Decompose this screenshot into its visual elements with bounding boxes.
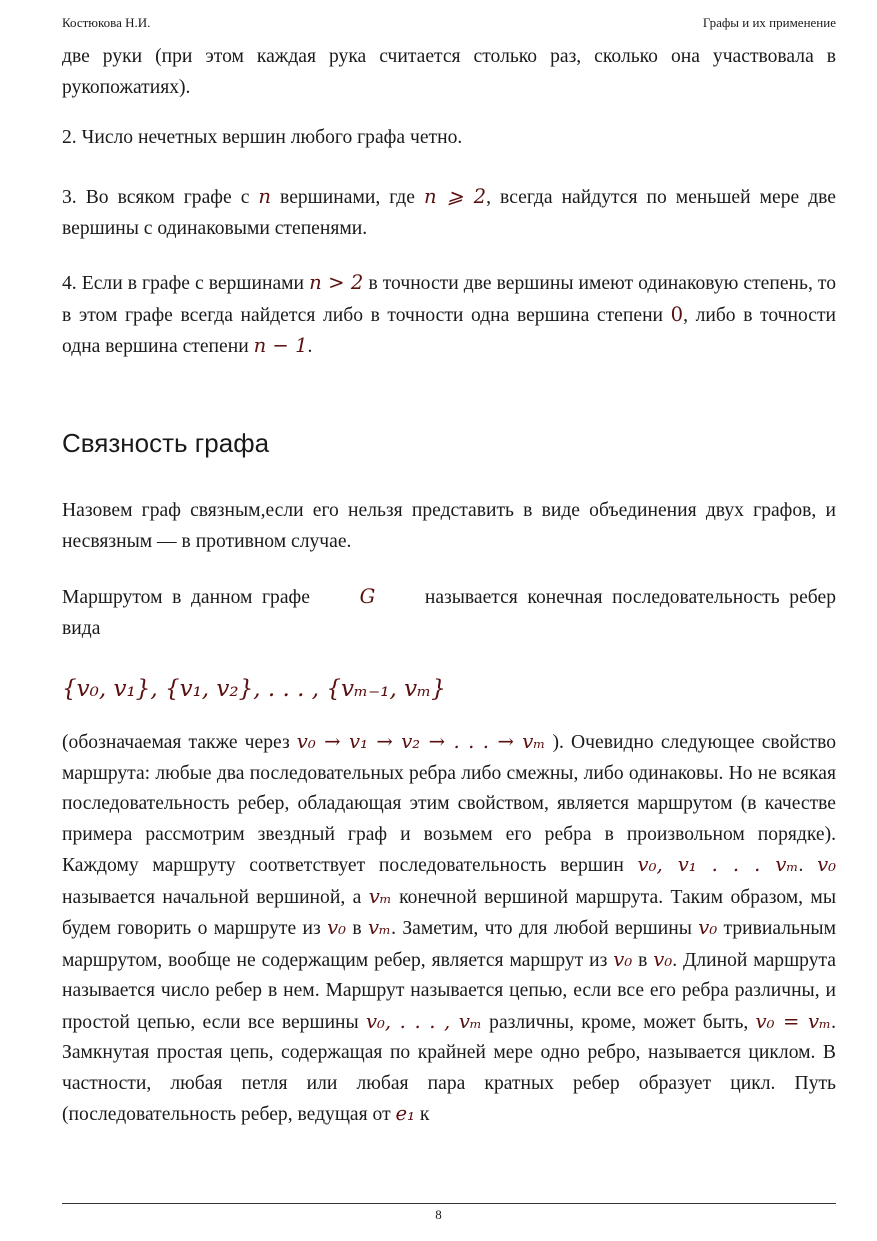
item-4: 4. Если в графе с вершинами n > 2 в точности две вершины имеют одинаковую степень, то в этом графе всегда найдется либо в точности одна вершина степени 0, либо в точности одна вершина степени n − 1. (62, 271, 836, 357)
paragraph-route: Маршрутом в данном графе G называется конечная последовательность ребер вида (62, 585, 836, 639)
math-vertex-list: v₀, . . . , vₘ (365, 1009, 482, 1033)
math-vm: vₘ (368, 884, 392, 908)
math-zero: 0 (670, 302, 684, 326)
math-n-geq-2: n ⩾ 2 (423, 185, 487, 208)
math-v0: v₀ (613, 947, 633, 971)
math-v0: v₀ (698, 916, 718, 939)
math-vertex-seq: v₀, v₁ . . . vₘ (637, 853, 799, 876)
header-author: Костюкова Н.И. (62, 15, 151, 30)
math-route-arrows: v₀ → v₁ → v₂ → . . . → vₘ (296, 730, 546, 753)
paragraph-connected: Назовем граф связным,если его нельзя представить в виде объединения двух графов, и несвязным — в противном случае. (62, 500, 836, 552)
math-n-gt-2: n > 2 (309, 271, 364, 294)
math-n: n (258, 185, 272, 208)
math-v0: v₀ (653, 947, 673, 971)
math-n-minus-1: n − 1 (253, 334, 308, 357)
display-formula: {v₀, v₁}, {v₁, v₂}, . . . , {vₘ₋₁, vₘ} (62, 676, 446, 702)
page-number: 8 (435, 1207, 442, 1222)
page-header (62, 15, 836, 35)
footer-divider (62, 1203, 836, 1204)
item-2: 2. Число нечетных вершин любого графа четно. (62, 127, 463, 148)
math-G: G (359, 585, 376, 608)
section-heading: Связность графа (62, 428, 270, 458)
math-v0-eq-vm: v₀ = vₘ (755, 1009, 832, 1033)
math-e1: e₁ (395, 1102, 415, 1125)
item-3: 3. Во всяком графе с n вершинами, где n ⩾ 2, всегда найдутся по меньшей мере две вершины с одинаковыми степенями. (62, 185, 836, 239)
math-v0: v₀ (817, 853, 836, 876)
math-v0: v₀ (327, 916, 347, 939)
header-title: Графы и их применение (702, 15, 836, 30)
paragraph-long: (обозначаемая также через v₀ → v₁ → v₂ → . . . → vₘ ). Очевидно следующее свойство маршрута: любые два последовательных ребра либо смежны, либо одинаковы. Но не всякая последовательность ребер, обладающая этим свойством, является маршрутом (в качестве примера рассмотрим звездный граф и возьмем его ребра в произвольном порядке). Каждому маршруту соответствует последовательность вершин v₀, v₁ . . . vₘ. v₀ называется начальной вершиной, а vₘ конечной вершиной маршрута. Таким образом, мы будем говорить о маршруте из v₀ в vₘ. Заметим, что для любой вершины v₀ тривиальным маршрутом, вообще не содержащим ребер, является маршрут из v₀ в v₀. Длиной маршрута называется число ребер в нем. Маршрут называется цепью, если все его ребра различны, и простой цепью, если все вершины v₀, . . . , vₘ различны, кроме, может быть, v₀ = vₘ. Замкнутая простая цепь, содержащая по крайней мере одно ребро, называется циклом. В частности, любая петля или любая пара кратных ребер образует цикл. Путь (последовательность ребер, ведущая от e₁ к (62, 730, 837, 1125)
paragraph-intro: две руки (при этом каждая рука считается столько раз, сколько она участвовала в рукопожатиях). (62, 46, 836, 98)
math-vm: vₘ (367, 916, 392, 939)
